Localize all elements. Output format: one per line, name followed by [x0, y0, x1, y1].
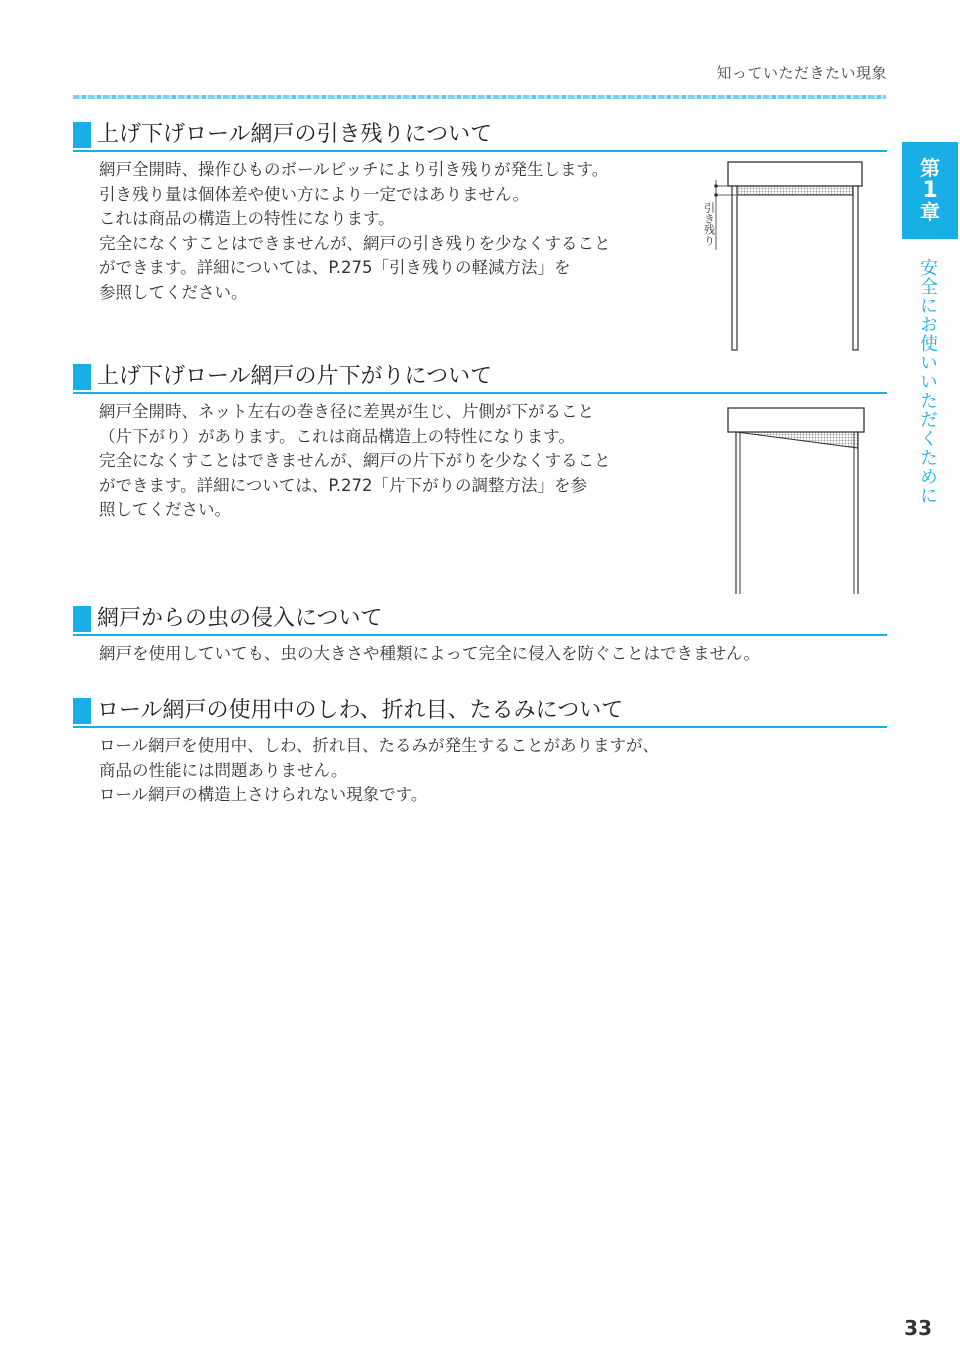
body-line: 参照してください。	[99, 282, 248, 302]
title-marker	[73, 364, 91, 390]
body-line: 網戸全開時、ネット左右の巻き径に差異が生じ、片側が下がること	[99, 402, 594, 421]
page-number: 33	[904, 1316, 932, 1340]
title-marker	[73, 698, 91, 724]
title-marker	[73, 122, 91, 148]
section-title	[73, 122, 887, 152]
body-line: 網戸を使用していても、虫の大きさや種類によって完全に侵入を防ぐことはできません。	[99, 644, 760, 663]
body-line: 商品の性能には問題ありません。	[99, 760, 348, 780]
body-line: ができます。詳細については、P.272「片下がりの調整方法」を参	[99, 475, 587, 495]
section-title	[73, 364, 887, 394]
section-title-text: 上げ下げロール網戸の引き残りについて	[97, 122, 493, 147]
body-line: 網戸全開時、操作ひものボールピッチにより引き残りが発生します。	[99, 160, 609, 179]
chapter-tab-number: 1	[922, 177, 938, 203]
body-line: ができます。詳細については、P.275「引き残りの軽減方法」を	[99, 258, 571, 277]
chapter-tab	[902, 142, 958, 239]
title-marker	[73, 606, 91, 632]
header-rule	[73, 95, 886, 99]
section-body	[99, 734, 887, 808]
chapter-side-label: 安全にお使いいただくために	[917, 258, 938, 505]
figure-label-pull-remain: 引き残り	[702, 202, 716, 246]
body-line: （片下がり）があります。これは商品構造上の特性になります。	[99, 426, 575, 446]
section-title	[73, 698, 887, 728]
section-title-text: ロール網戸の使用中のしわ、折れ目、たるみについて	[97, 698, 624, 723]
body-line: ロール網戸を使用中、しわ、折れ目、たるみが発生することがありますが、	[99, 736, 660, 755]
section-insect-entry	[73, 606, 887, 667]
figure-one-side-drop	[722, 404, 872, 596]
body-line: 完全になくすことはできませんが、網戸の引き残りを少なくすること	[99, 233, 611, 253]
body-line: これは商品の構造上の特性になります。	[99, 209, 395, 228]
section-body	[99, 642, 887, 667]
section-title-text: 上げ下げロール網戸の片下がりについて	[97, 364, 493, 389]
section-title	[73, 606, 887, 636]
body-line: 完全になくすことはできませんが、網戸の片下がりを少なくすること	[99, 451, 611, 470]
figure-pull-remain	[690, 158, 880, 354]
body-line: 引き残り量は個体差や使い方により一定ではありません。	[99, 184, 529, 204]
chapter-tab-suffix: 章	[920, 200, 940, 225]
chapter-tab-prefix: 第	[920, 155, 940, 180]
body-line: 照してください。	[99, 500, 231, 519]
section-title-text: 網戸からの虫の侵入について	[97, 606, 383, 631]
running-header: 知っていただきたい現象	[716, 64, 887, 82]
section-wrinkles	[73, 698, 887, 808]
body-line: ロール網戸の構造上さけられない現象です。	[99, 785, 428, 804]
